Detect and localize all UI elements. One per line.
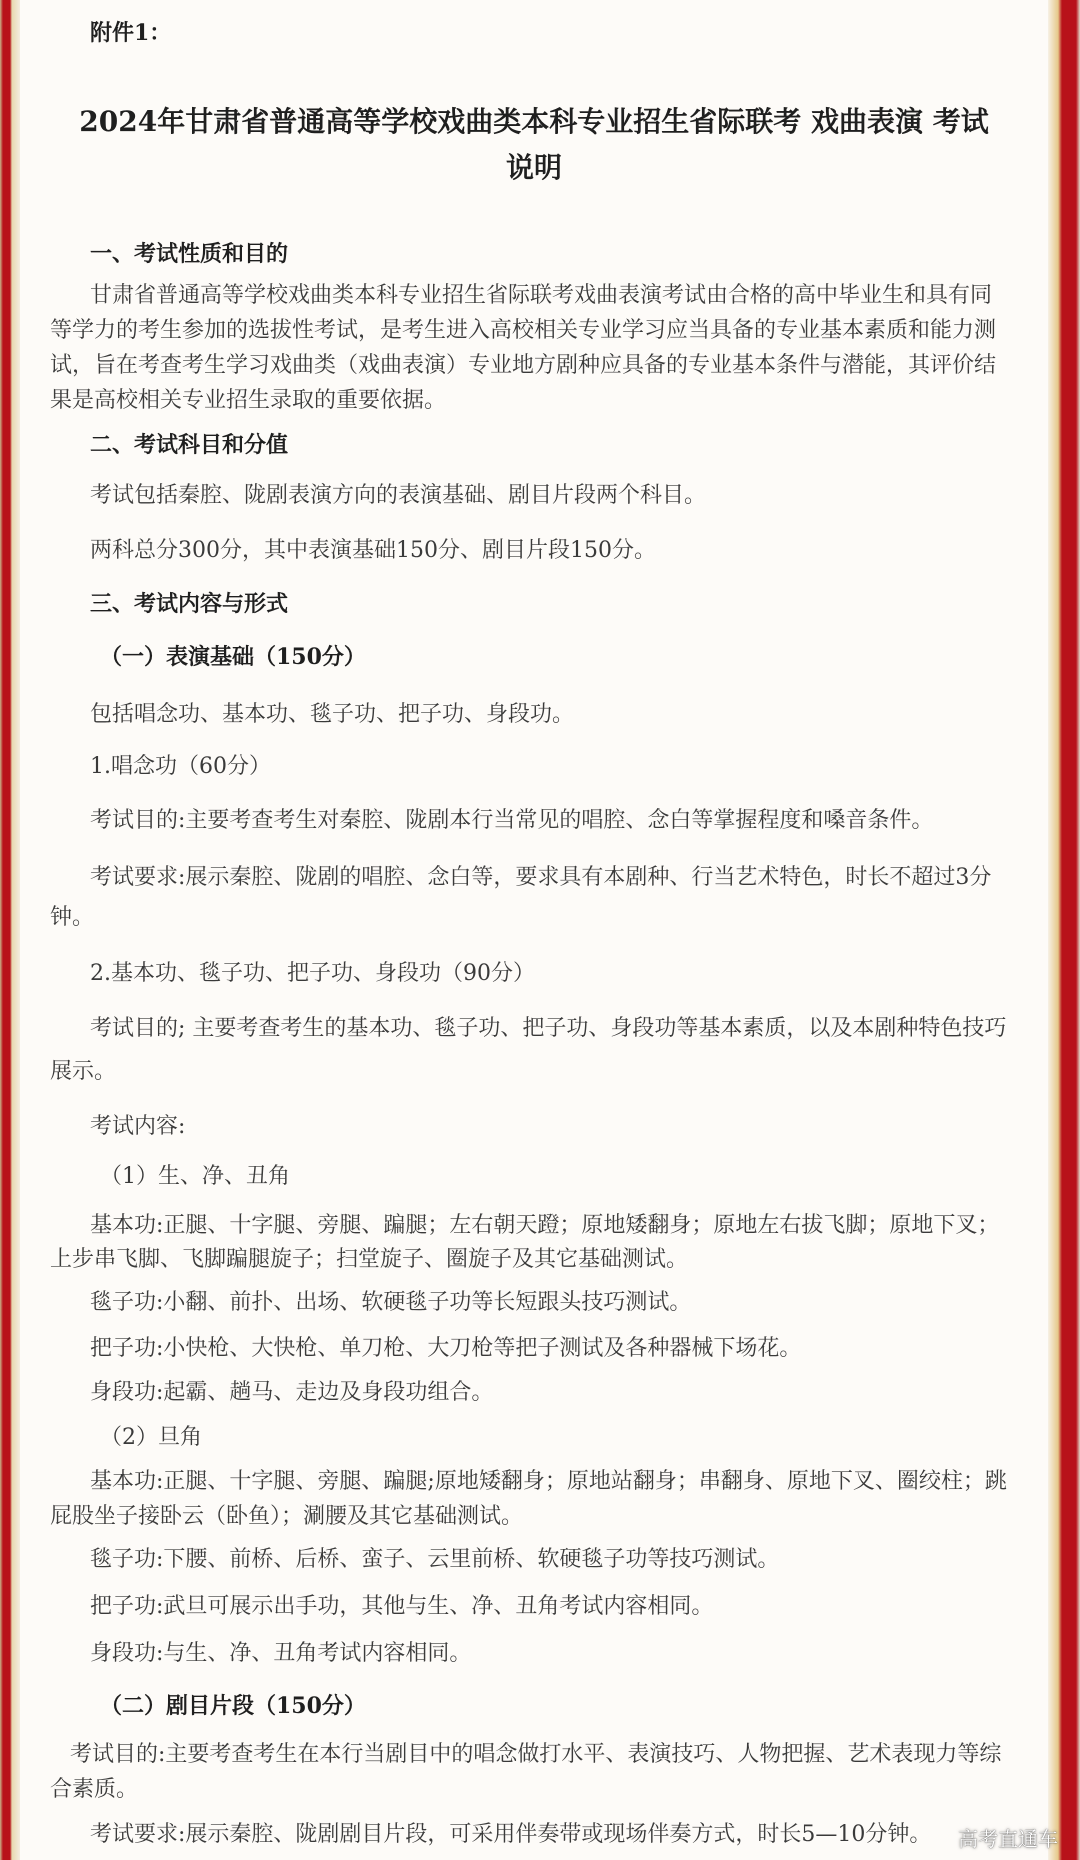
item-heading-1: 1.唱念功（60分）: [90, 754, 271, 779]
paragraph-line: 两科总分300分，其中表演基础150分、剧目片段150分。: [90, 538, 656, 563]
paragraph-line: 等学力的考生参加的选拔性考试，是考生进入高校相关专业学习应当具备的专业基本素质和能力测: [50, 318, 997, 343]
paragraph-line: 试，旨在考查考生学习戏曲类（戏曲表演）专业地方剧种应具备的专业基本条件与潜能，其评价结: [50, 353, 997, 378]
document-title-line-1: 2024年甘肃省普通高等学校戏曲类本科专业招生省际联考 戏曲表演 考试: [79, 105, 989, 138]
paragraph-line: 身段功:起霸、趟马、走边及身段功组合。: [90, 1380, 494, 1405]
paragraph-line: 考试目的:主要考查考生对秦腔、陇剧本行当常见的唱腔、念白等掌握程度和嗓音条件。: [90, 808, 934, 833]
item-heading-2: 2.基本功、毯子功、把子功、身段功（90分）: [90, 961, 535, 986]
section-heading-1: 一、考试性质和目的: [90, 241, 289, 267]
paragraph-line: 甘肃省普通高等学校戏曲类本科专业招生省际联考戏曲表演考试由合格的高中毕业生和具有同: [90, 283, 993, 308]
subsection-heading-2: （二）剧目片段（150分）: [100, 1693, 366, 1719]
paragraph-line: 上步串飞脚、飞脚蹁腿旋子；扫堂旋子、圈旋子及其它基础测试。: [50, 1247, 689, 1272]
paragraph-line: 考试要求:展示秦腔、陇剧剧目片段，可采用伴奏带或现场伴奏方式，时长5—10分钟。: [90, 1822, 932, 1847]
page-border-left: [0, 0, 20, 1860]
paragraph-line: 钟。: [50, 905, 95, 930]
paragraph-line: 合素质。: [50, 1777, 139, 1802]
paragraph-line: 毯子功:小翻、前扑、出场、软硬毯子功等长短跟头技巧测试。: [90, 1290, 692, 1315]
attachment-label: 附件1：: [90, 20, 172, 46]
subsection-heading-1: （一）表演基础（150分）: [100, 644, 366, 670]
role-heading-2: （2）旦角: [100, 1425, 202, 1450]
paragraph-line: 身段功:与生、净、丑角考试内容相同。: [90, 1641, 472, 1666]
paragraph-line: 基本功:正腿、十字腿、旁腿、蹁腿;原地矮翻身；原地站翻身；串翻身、原地下叉、圈绞柱；跳: [90, 1469, 1007, 1494]
paragraph-line: 把子功:武旦可展示出手功，其他与生、净、丑角考试内容相同。: [90, 1594, 714, 1619]
paragraph-line: 考试包括秦腔、陇剧表演方向的表演基础、剧目片段两个科目。: [90, 483, 707, 508]
page-border-right: [1048, 0, 1080, 1860]
paragraph-line: 基本功:正腿、十字腿、旁腿、蹁腿；左右朝天蹬；原地矮翻身；原地左右拔飞脚；原地下叉；: [90, 1213, 1000, 1238]
paragraph-line: 考试目的; 主要考查考生的基本功、毯子功、把子功、身段功等基本素质，以及本剧种特色技巧: [90, 1016, 1007, 1041]
document-page: [20, 0, 1048, 1860]
paragraph-line: 考试要求:展示秦腔、陇剧的唱腔、念白等，要求具有本剧种、行当艺术特色，时长不超过3分: [90, 865, 992, 890]
section-heading-3: 三、考试内容与形式: [90, 591, 289, 617]
paragraph-line: 考试内容:: [90, 1114, 186, 1139]
role-heading-1: （1）生、净、丑角: [100, 1164, 290, 1189]
paragraph-line: 果是高校相关专业招生录取的重要依据。: [50, 388, 447, 413]
paragraph-line: 包括唱念功、基本功、毯子功、把子功、身段功。: [90, 702, 575, 727]
paragraph-line: 把子功:小快枪、大快枪、单刀枪、大刀枪等把子测试及各种器械下场花。: [90, 1336, 802, 1361]
paragraph-line: 展示。: [50, 1059, 117, 1084]
paragraph-line: 屁股坐子接卧云（卧鱼）；涮腰及其它基础测试。: [50, 1504, 524, 1529]
paragraph-line: 考试目的:主要考查考生在本行当剧目中的唱念做打水平、表演技巧、人物把握、艺术表现力等综: [70, 1742, 1002, 1767]
document-title-line-2: 说明: [505, 151, 562, 184]
section-heading-2: 二、考试科目和分值: [90, 432, 289, 458]
source-watermark: 高考直通车: [958, 1827, 1058, 1851]
paragraph-line: 毯子功:下腰、前桥、后桥、蛮子、云里前桥、软硬毯子功等技巧测试。: [90, 1547, 780, 1572]
